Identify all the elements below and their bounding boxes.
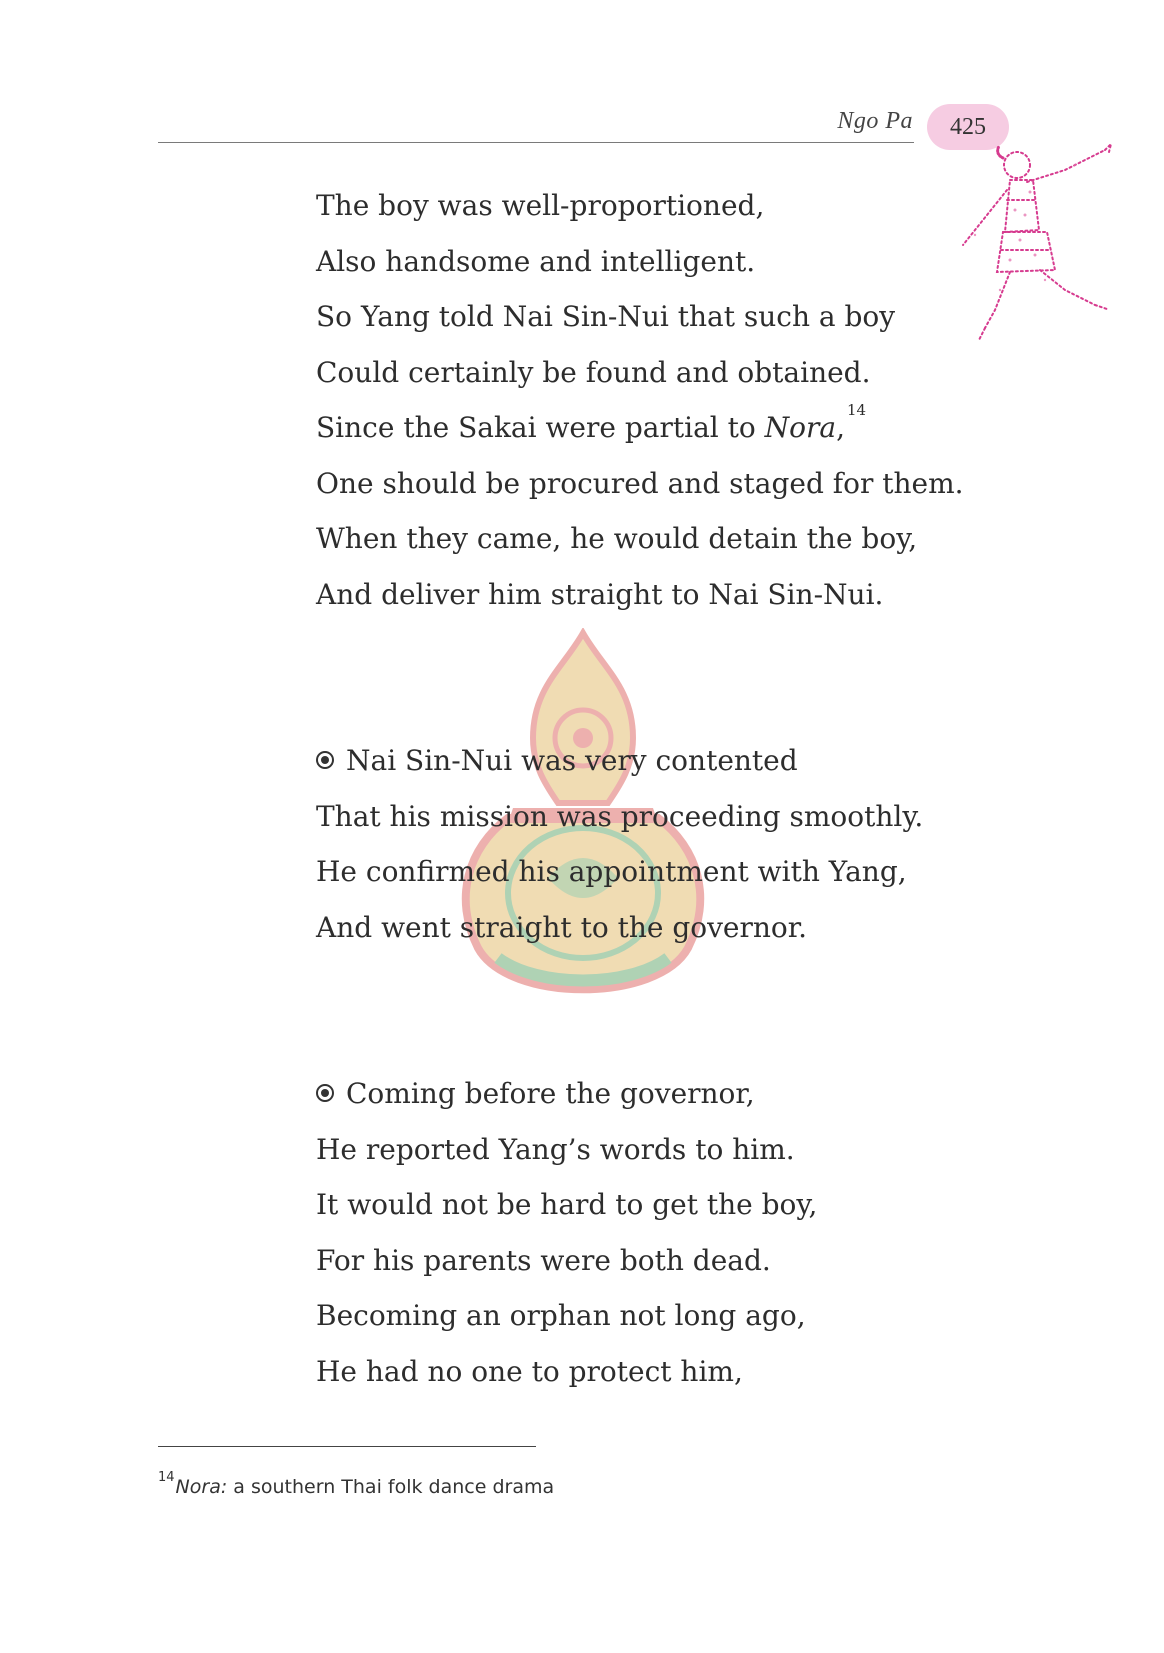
verse-text: Coming before the governor, [346,1077,755,1110]
verse-line: He had no one to protect him, [316,1354,743,1388]
running-head: Ngo Pa [837,108,913,134]
verse-line: He confirmed his appointment with Yang, [316,855,907,888]
italic-term: Nora [764,411,837,444]
stanza-bullet-icon [316,751,334,769]
verse-text: Since the Sakai were partial to [316,411,765,444]
verse-line: Becoming an orphan not long ago, [316,1299,806,1332]
verse-line: And deliver him straight to Nai Sin-Nui. [316,577,884,611]
verse-line: It would not be hard to get the boy, [316,1188,818,1221]
page-number: 425 [950,113,986,140]
verse-line: And went straight to the governor. [316,910,807,944]
footnote-mark: 14 [158,1470,175,1485]
verse-line: Also handsome and intelligent. [316,244,756,278]
verse-line: He reported Yang’s words to him. [316,1132,795,1166]
verse-line [316,733,923,789]
stanza-bullet-icon [316,1084,334,1102]
footnote [158,1470,554,1498]
stanza-2 [316,733,923,955]
footnote-text: a southern Thai folk dance drama [227,1476,555,1498]
verse-line: So Yang told Nai Sin-Nui that such a boy [316,300,896,333]
stanza-1 [316,178,964,622]
footnote-reference[interactable]: 14 [846,401,867,419]
verse-text: , [836,411,845,444]
footnote-rule [158,1446,536,1447]
dancer-illustration-icon [955,140,1125,350]
footnote-term: Nora: [175,1476,228,1498]
stanza-3 [316,1066,817,1399]
verse-line: The boy was well-proportioned, [316,189,765,222]
verse-line: That his mission was proceeding smoothly. [316,799,924,833]
verse-text: Nai Sin-Nui was very contented [346,744,798,777]
verse-line [316,400,964,456]
verse-line: One should be procured and staged for them. [316,466,964,500]
verse-line: For his parents were both dead. [316,1243,771,1277]
verse-line [316,1066,817,1122]
verse-line: Could certainly be found and obtained. [316,355,871,389]
header-rule [158,142,914,143]
verse-line: When they came, he would detain the boy, [316,522,918,555]
